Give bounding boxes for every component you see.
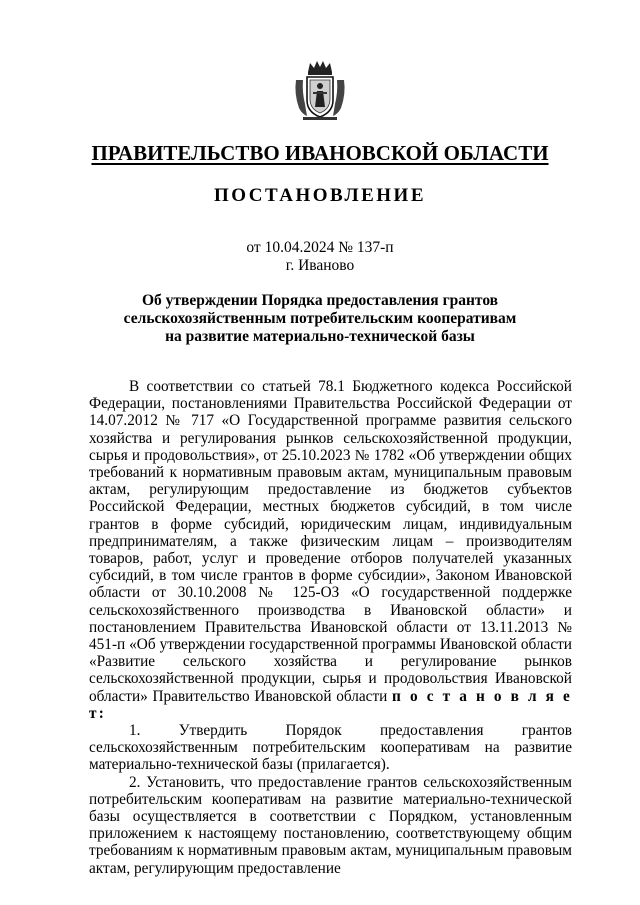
subject-line: Об утверждении Порядка предоставления грантов [141,292,499,309]
subject-line: сельскохозяйственным потребительским кооперативам [123,310,517,327]
preamble-text: В соответствии со статьей 78.1 Бюджетного кодекса Российской Федерации, постановлениями Правительства Российской Федерации от 14.07.2012 № 717 «О Государственной программе развития сельского хозяйства и регулирования рынков сельскохозяйственной продукции, сырья и продовольствия», от 25.10.2023 № 1782 «Об утверждении общих требований к нормативным правовым актам, муниципальным правовым актам, регулирующим предоставление из бюджетов субъектов Российской Федерации, местных бюджетов субсидий, в том числе грантов в форме субсидий, юридическим лицам, индивидуальным предпринимателям, а также физическим лицам – производителям товаров, работ, услуг и проведение отборов получателей указанных субсидий, в том числе грантов в форме субсидии», Законом Ивановской области от 30.10.2008 № 125-ОЗ «О государственной поддержке сельскохозяйственного производства в Ивановской области» и постановлением Правительства Ивановской области от 13.11.2013 № 451-п «Об утверждении государственной программы Ивановской области «Развитие сельского хозяйства и регулирование рынков сельскохозяйственной продукции, сырья и продовольствия Ивановской области» Правительство Ивановской области [89,378,572,705]
item-2-paragraph: 2. Установить, что предоставление грантов сельскохозяйственным потребительским кооперативам на развитие материально-технической базы осуществляется в соответствии с Порядком, установленным приложением к настоящему постановлению, соответствующему общим требованиям к нормативным правовым актам, муниципальным правовым актам, регулирующим предоставление [89,773,572,877]
document-type-heading: ПОСТАНОВЛЕНИЕ [213,185,427,206]
ivanovo-coat-of-arms-icon [293,58,347,122]
decree-word: п о с т а н о в л я е т: [89,687,573,722]
city: г. Иваново [285,257,355,274]
subject-line: на развитие материально-технической базы [165,328,475,345]
date-number: от 10.04.2024 № 137-п [246,239,394,256]
document-body [89,378,572,877]
authority-title: ПРАВИТЕЛЬСТВО ИВАНОВСКОЙ ОБЛАСТИ [91,141,549,165]
item-1-paragraph: 1. Утвердить Порядок предоставления грантов сельскохозяйственным потребительским кооперативам на развитие материально-технической базы (прилагается). [89,722,572,774]
document-subject [0,292,640,346]
document-meta [0,239,640,275]
preamble-paragraph [89,378,572,722]
